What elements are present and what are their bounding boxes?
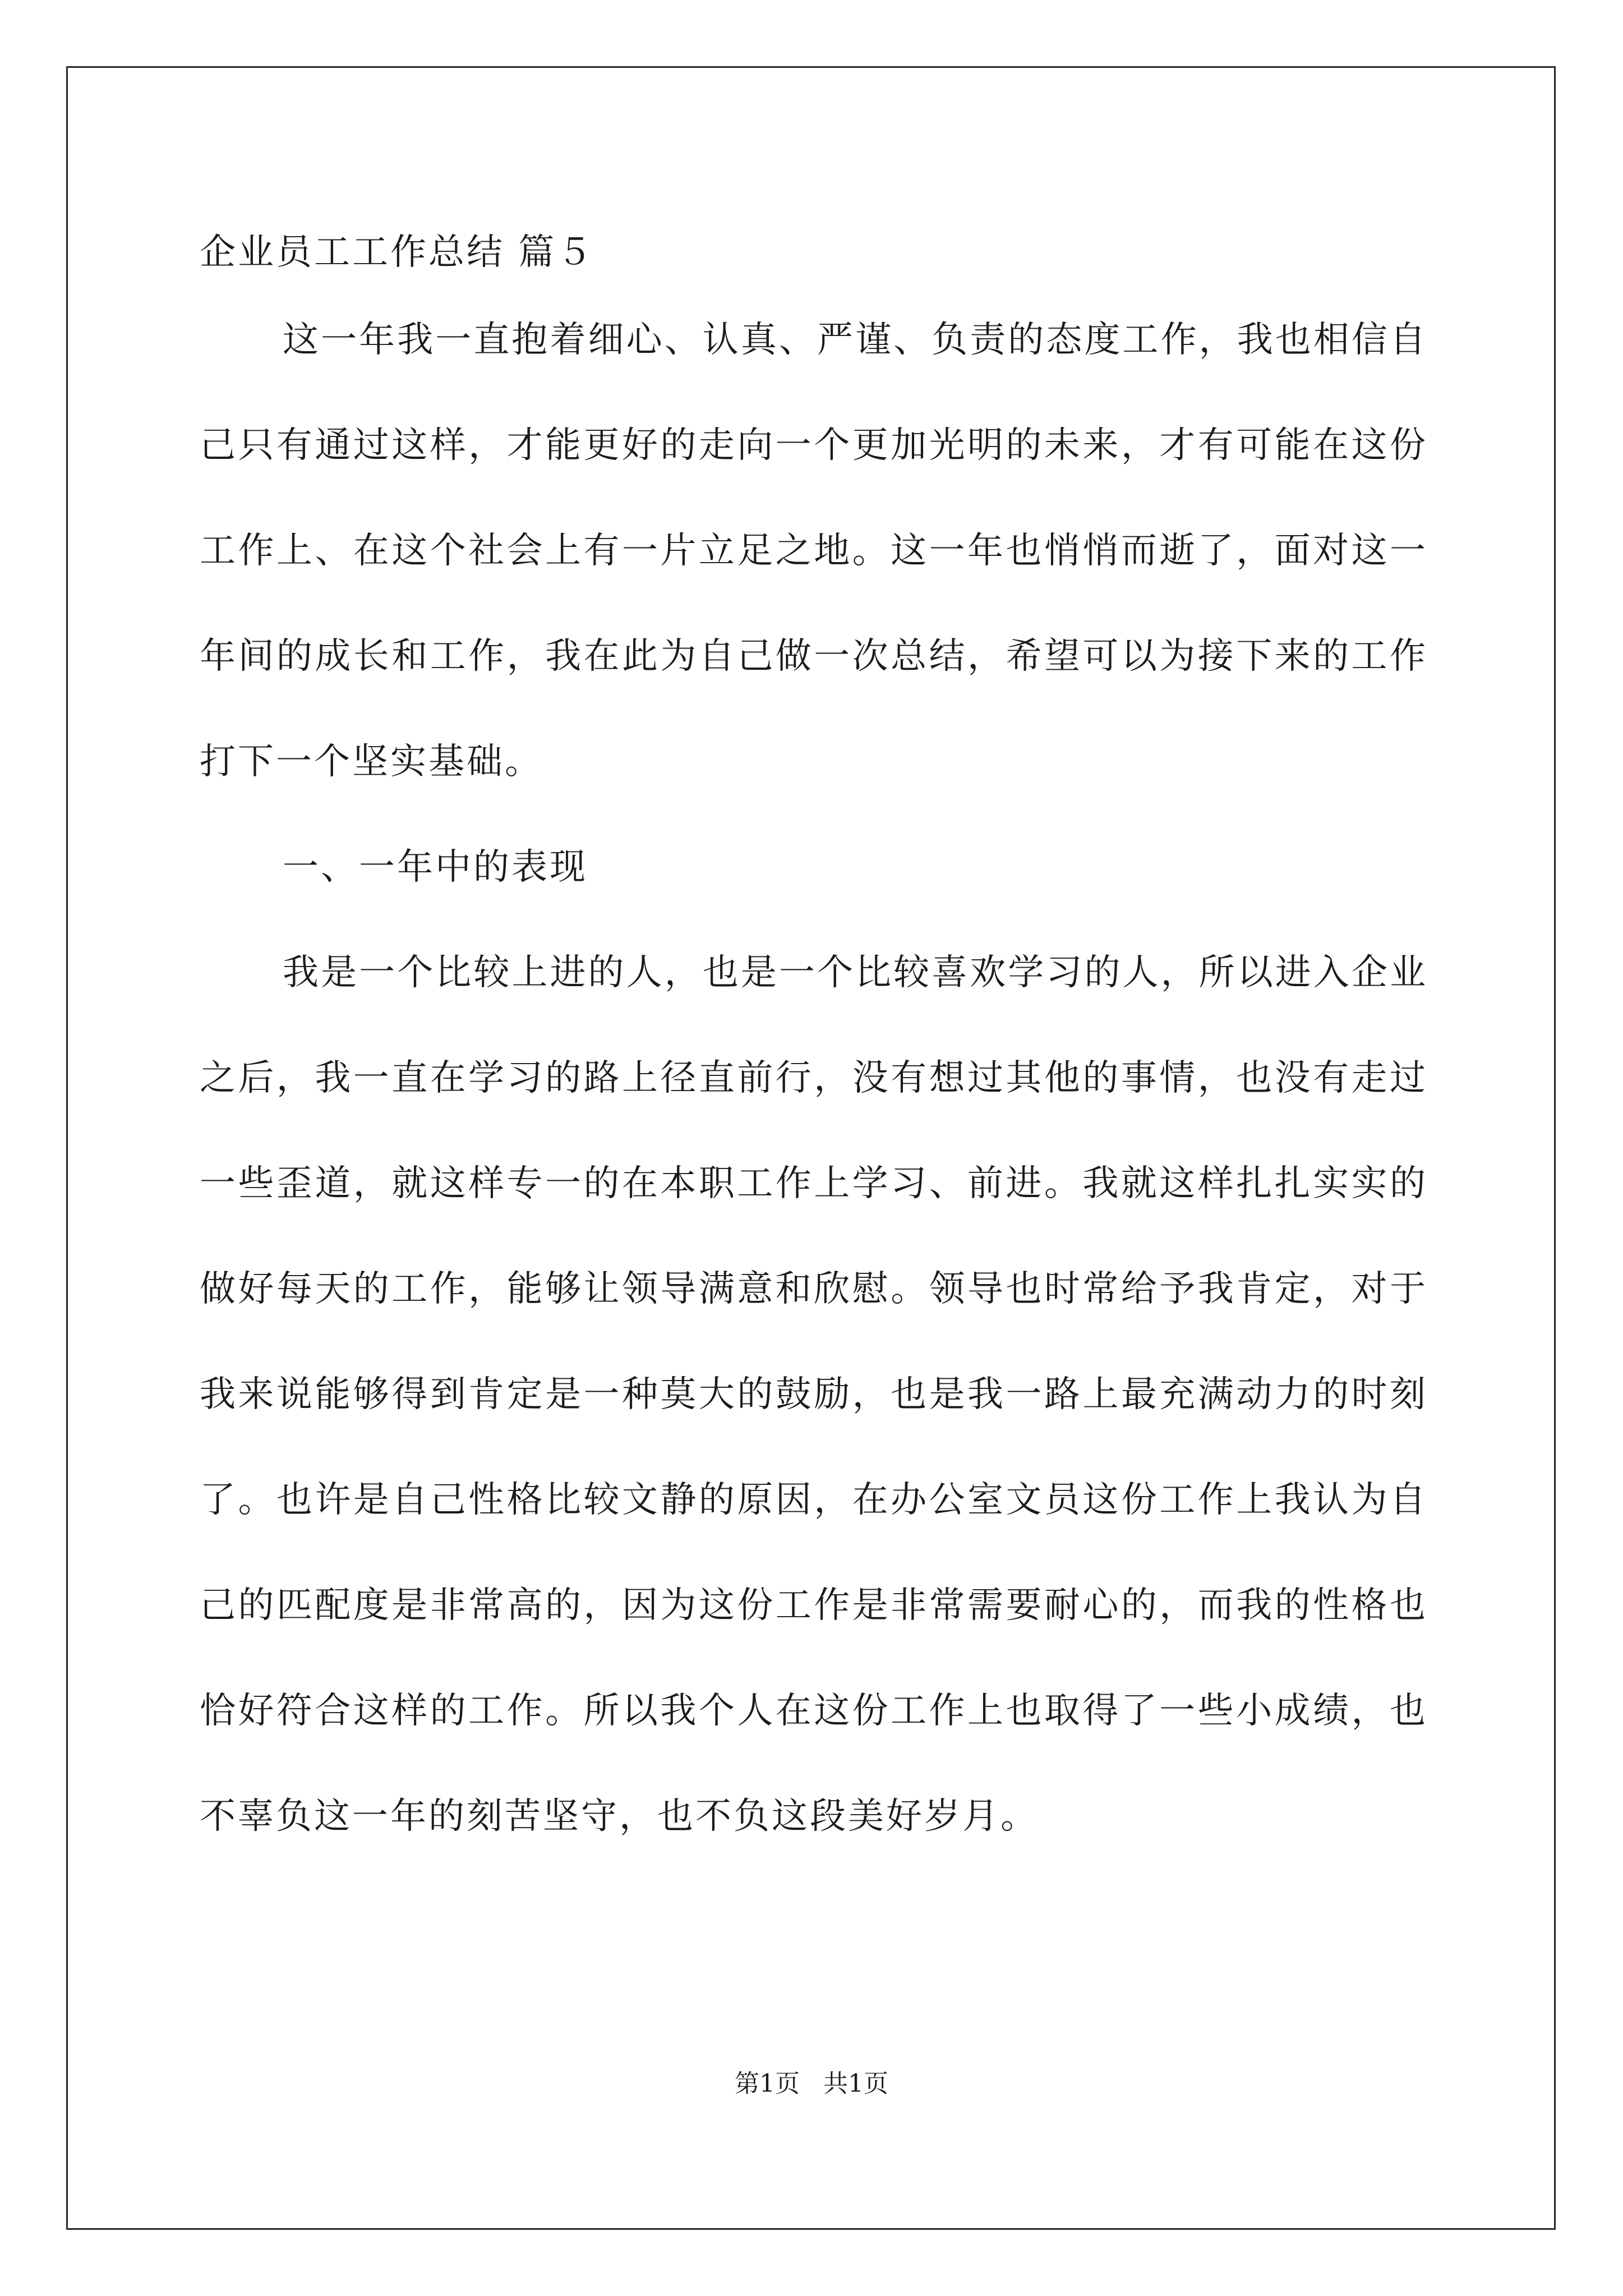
page-number-footer: 第1页 共1页 (735, 2069, 888, 2098)
intro-paragraph: 这一年我一直抱着细心、认真、严谨、负责的态度工作，我也相信自己只有通过这样，才能更好的走向一个更加光明的未来，才有可能在这份工作上、在这个社会上有一片立足之地。这一年也悄悄而逝了，面对这一年间的成长和工作，我在此为自己做一次总结，希望可以为接下来的工作打下一个坚实基础。 (200, 319, 1428, 783)
section-heading: 一、一年中的表现 (283, 846, 588, 888)
document-title: 企业员工工作总结 篇５ (200, 232, 595, 273)
section-paragraph: 我是一个比较上进的人，也是一个比较喜欢学习的人，所以进入企业之后，我一直在学习的路上径直前行，没有想过其他的事情，也没有走过一些歪道，就这样专一的在本职工作上学习、前进。我就这样扎扎实实的做好每天的工作，能够让领导满意和欣慰。领导也时常给予我肯定，对于我来说能够得到肯定是一种莫大的鼓励，也是我一路上最充满动力的时刻了。也许是自己性格比较文静的原因，在办公室文员这份工作上我认为自己的匹配度是非常高的，因为这份工作是非常需要耐心的，而我的性格也恰好符合这样的工作。所以我个人在这份工作上也取得了一些小成绩，也不辜负这一年的刻苦坚守，也不负这段美好岁月。 (200, 952, 1428, 1837)
document-body (200, 219, 1428, 1869)
